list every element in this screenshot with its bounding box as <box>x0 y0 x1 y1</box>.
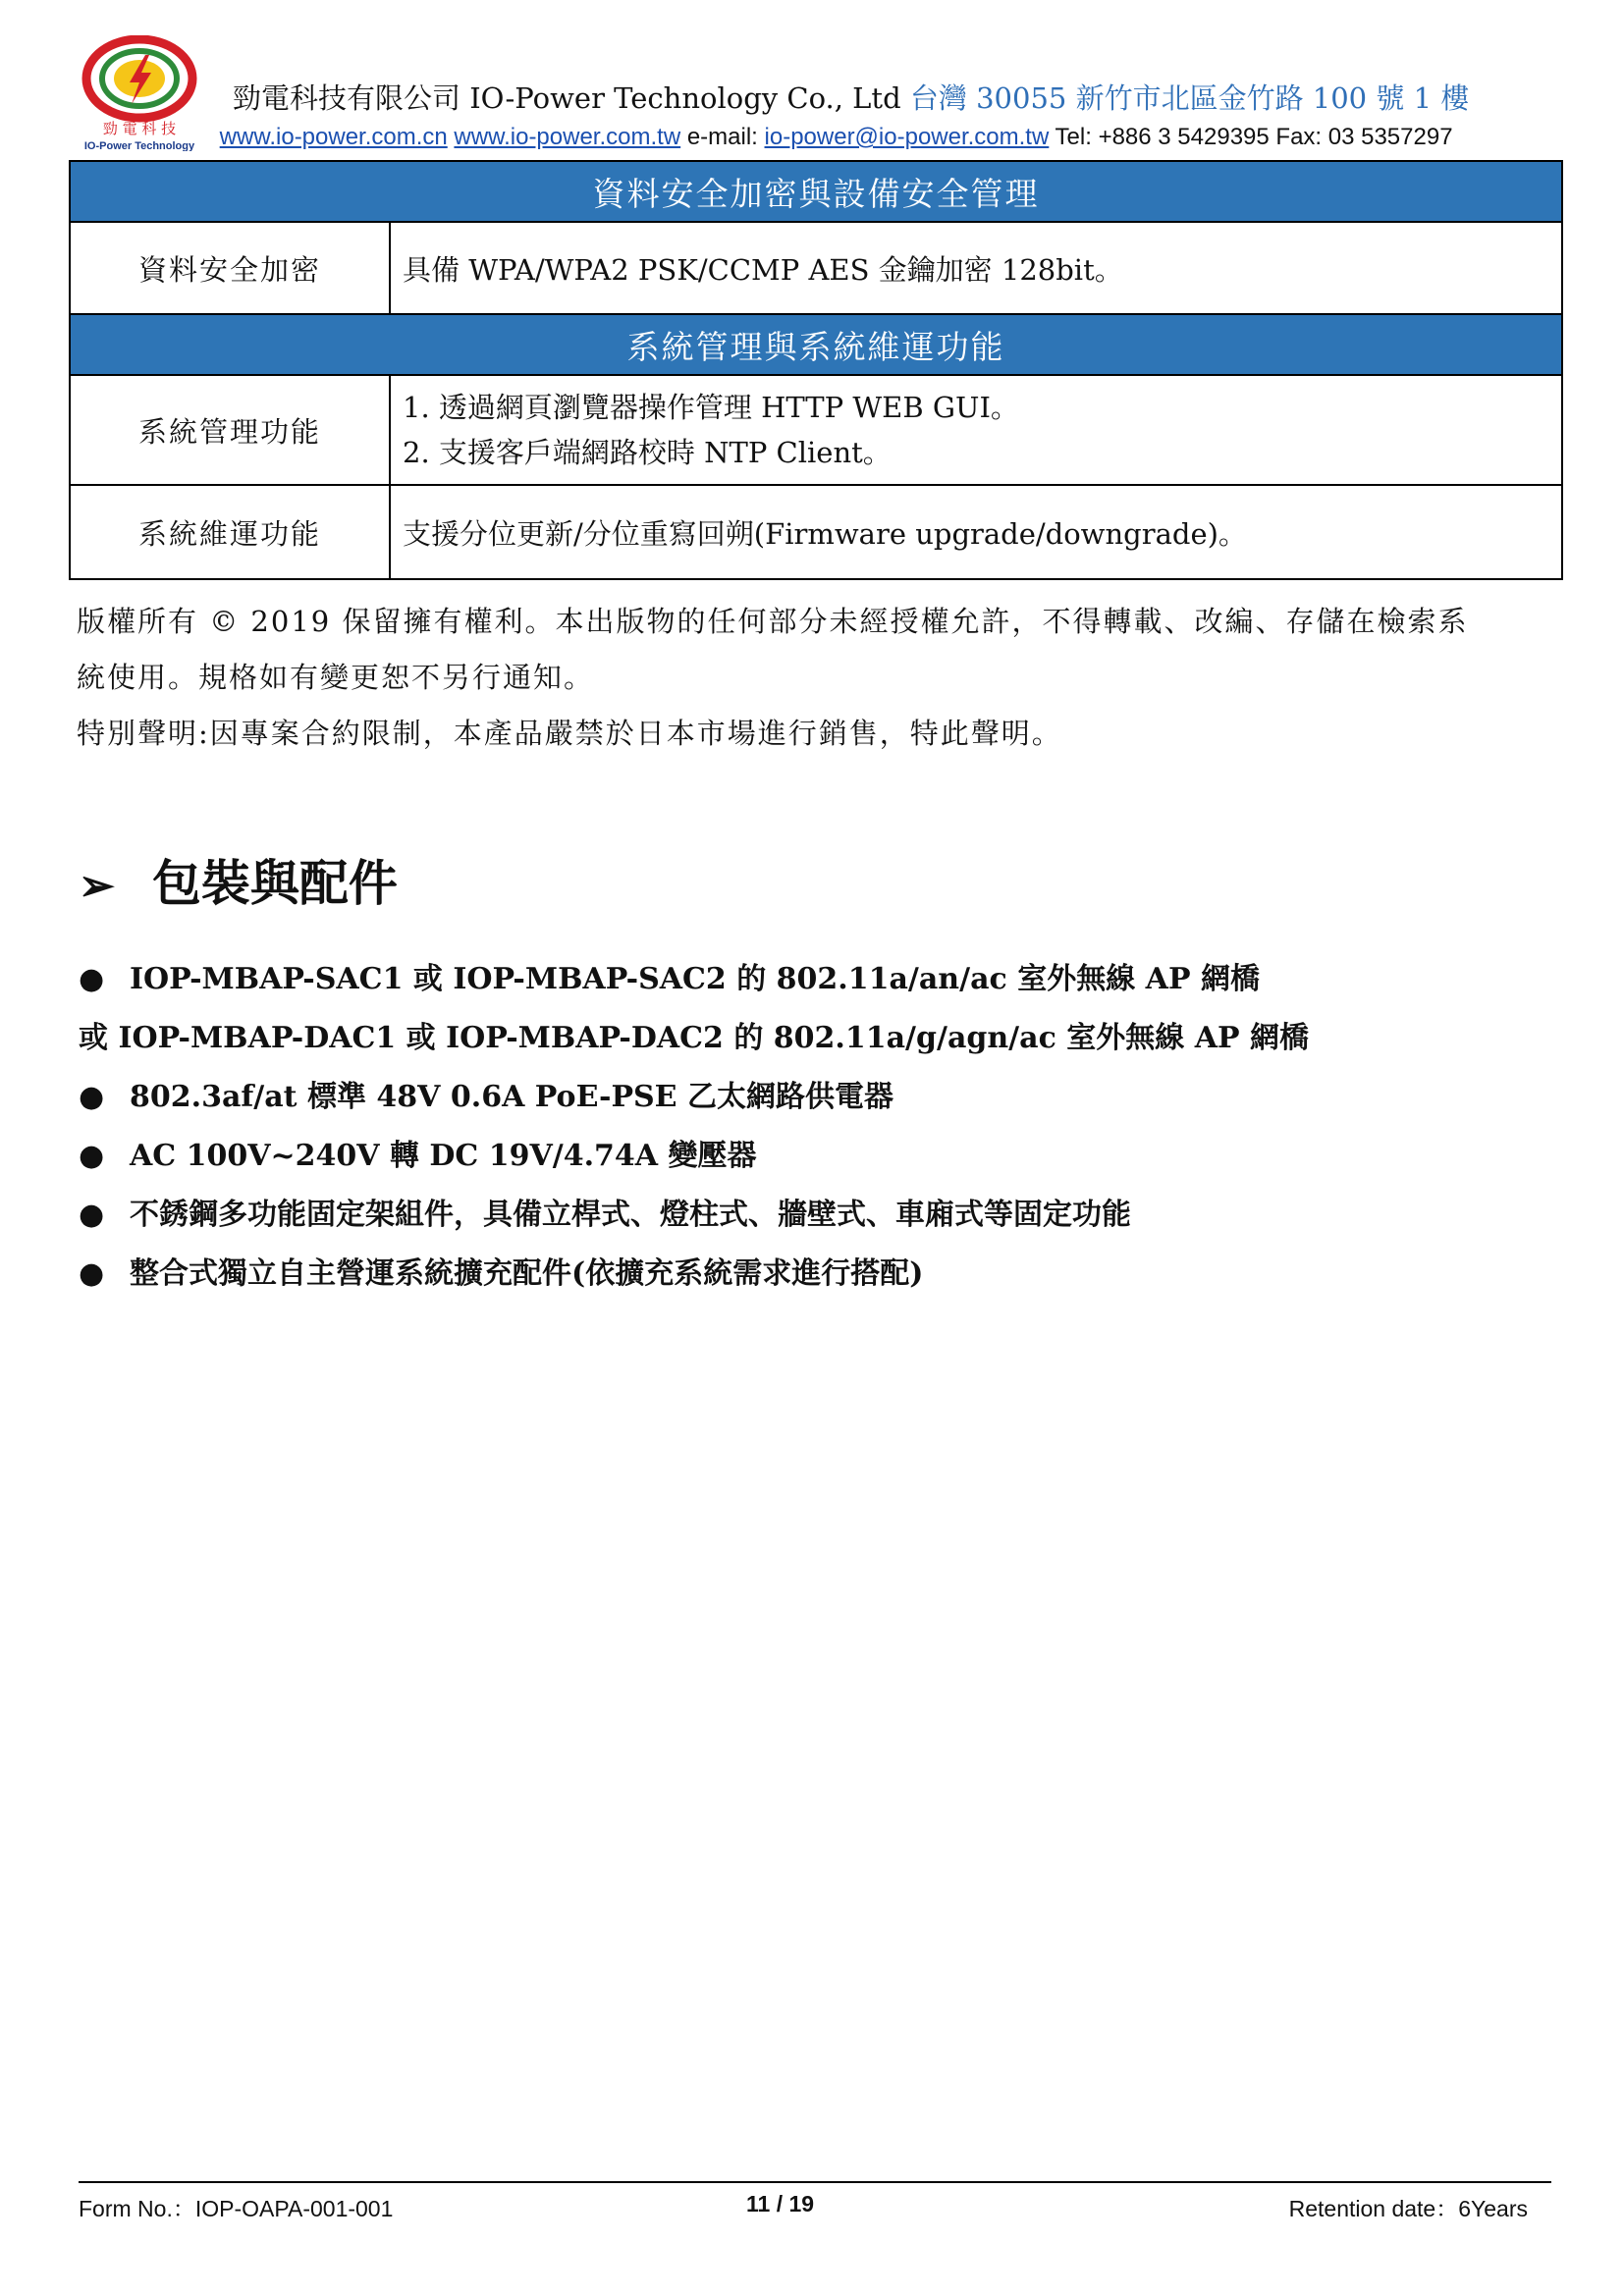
list-item <box>79 1127 1551 1186</box>
email-link[interactable]: io-power@io-power.com.tw <box>764 124 1050 150</box>
website-cn-link[interactable]: www.io-power.com.cn <box>219 124 448 150</box>
list-item-text: 或 IOP-MBAP-DAC1 或 IOP-MBAP-DAC2 的 802.11a/g/agn/ac 室外無線 AP 網橋 <box>79 1021 1309 1055</box>
copyright-line-1: 版權所有 © 2019 保留擁有權利。本出版物的任何部分未經授權允許，不得轉載、改編、存儲在檢索系 <box>77 605 1469 638</box>
arrow-bullet-icon: ➢ <box>79 861 115 911</box>
company-name: 勁電科技有限公司 IO-Power Technology Co., Ltd <box>233 81 901 115</box>
copyright-line-2: 統使用。規格如有變更恕不另行通知。 <box>77 661 595 694</box>
special-statement: 特別聲明:因專案合約限制，本產品嚴禁於日本市場進行銷售，特此聲明。 <box>77 717 1062 750</box>
row-label-management: 系統管理功能 <box>70 375 390 485</box>
row-value-maintenance: 支援分位更新/分位重寫回朔(Firmware upgrade/downgrade)。 <box>390 485 1562 579</box>
website-tw-link[interactable]: www.io-power.com.tw <box>454 124 681 150</box>
management-item-2: 2. 支援客戶端網路校時 NTP Client。 <box>403 436 892 469</box>
tel-fax: Tel: +886 3 5429395 Fax: 03 5357297 <box>1055 124 1453 150</box>
row-value-management <box>390 375 1562 485</box>
bullet-icon: ● <box>79 1256 105 1291</box>
retention-date: Retention date：6Years <box>1288 2196 1528 2221</box>
section-title-text: 包裝與配件 <box>151 854 398 912</box>
company-line <box>233 77 1469 117</box>
bullet-icon: ● <box>79 1139 105 1173</box>
logo-subtitle: IO-Power Technology <box>83 140 195 151</box>
copyright-notice <box>77 594 1569 762</box>
list-item-text: 不銹鋼多功能固定架組件，具備立桿式、燈柱式、牆壁式、車廂式等固定功能 <box>130 1198 1131 1232</box>
list-item <box>79 950 1551 1009</box>
footer-divider <box>79 2181 1551 2183</box>
page-number: 11 / 19 <box>746 2191 815 2216</box>
contact-line <box>73 124 1453 151</box>
bullet-icon: ● <box>79 1080 105 1114</box>
list-item <box>79 1068 1551 1127</box>
company-address: 台灣 30055 新竹市北區金竹路 100 號 1 樓 <box>909 81 1470 115</box>
list-item <box>79 1009 1551 1068</box>
list-item-text: AC 100V~240V 轉 DC 19V/4.74A 變壓器 <box>130 1139 757 1173</box>
management-item-1: 1. 透過網頁瀏覽器操作管理 HTTP WEB GUI。 <box>403 391 1019 424</box>
spec-table <box>69 160 1563 580</box>
bullet-icon: ● <box>79 962 105 996</box>
list-item-text: 802.3af/at 標準 48V 0.6A PoE-PSE 乙太網路供電器 <box>130 1080 893 1114</box>
bullet-icon: ● <box>79 1198 105 1232</box>
row-label-maintenance: 系統維運功能 <box>70 485 390 579</box>
section-title <box>79 844 398 915</box>
section-header-security: 資料安全加密與設備安全管理 <box>70 161 1562 222</box>
letterhead <box>73 35 1565 153</box>
logo-caption: 勁 電 科 技 <box>102 120 177 137</box>
row-value-encryption: 具備 WPA/WPA2 PSK/CCMP AES 金鑰加密 128bit。 <box>390 222 1562 314</box>
form-number: Form No.：IOP-OAPA-001-001 <box>79 2196 394 2221</box>
row-label-encryption: 資料安全加密 <box>70 222 390 314</box>
section-header-management: 系統管理與系統維運功能 <box>70 314 1562 375</box>
email-label: e-mail: <box>686 124 758 150</box>
list-item <box>79 1186 1551 1245</box>
accessories-list <box>79 950 1551 1304</box>
list-item-text: IOP-MBAP-SAC1 或 IOP-MBAP-SAC2 的 802.11a/an/ac 室外無線 AP 網橋 <box>130 962 1260 996</box>
list-item-text: 整合式獨立自主營運系統擴充配件(依擴充系統需求進行搭配) <box>130 1256 924 1291</box>
list-item <box>79 1245 1551 1304</box>
